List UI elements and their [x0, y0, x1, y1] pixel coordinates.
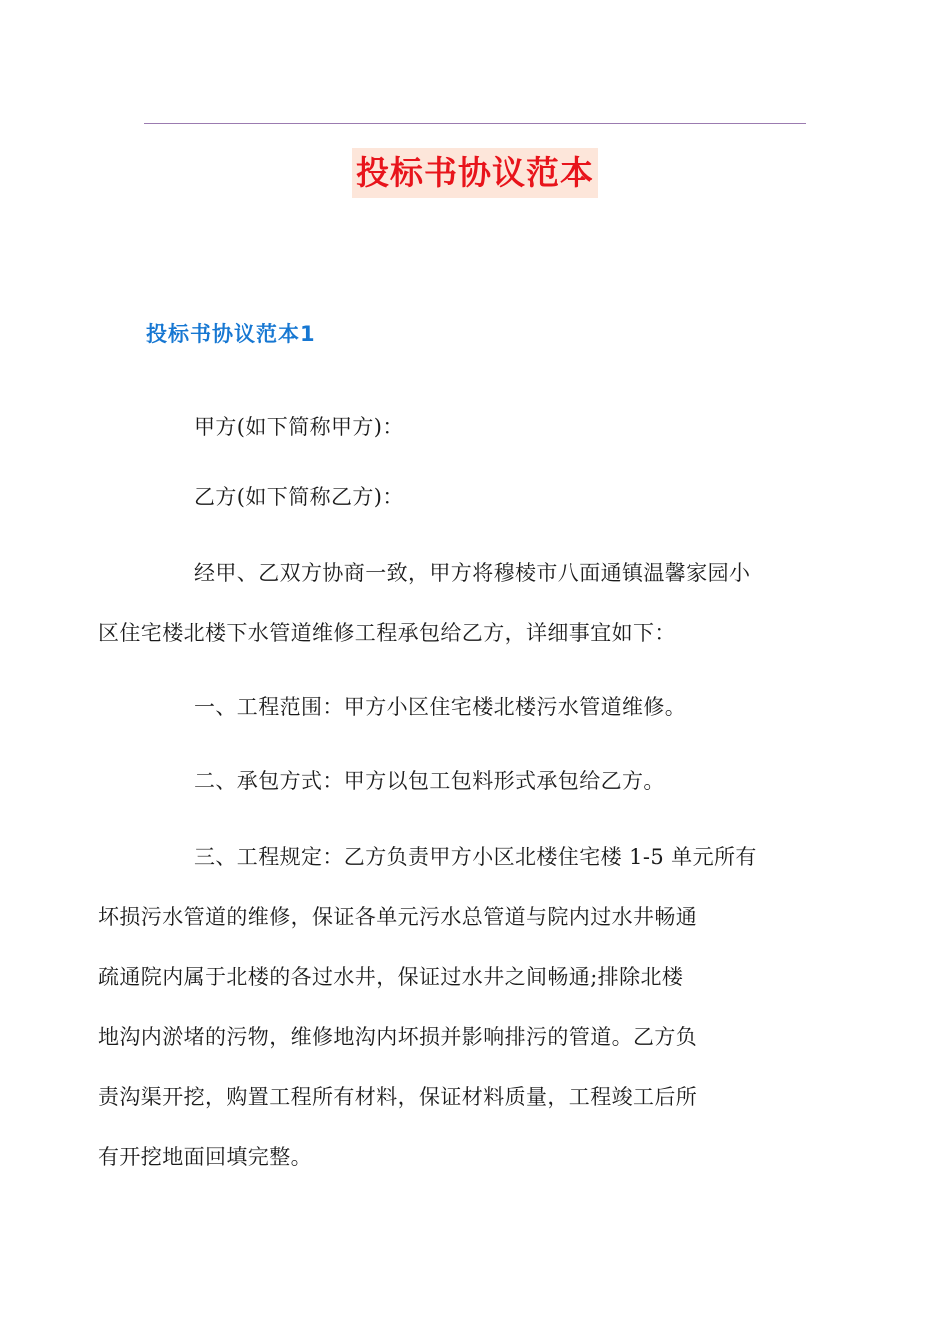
paragraph-rules-line: 疏通院内属于北楼的各过水井，保证过水井之间畅通;排除北楼 [98, 965, 684, 989]
header-rule [144, 123, 806, 124]
paragraph-party-b: 乙方(如下简称乙方)： [194, 485, 404, 509]
paragraph-intro-line: 经甲、乙双方协商一致，甲方将穆棱市八面通镇温馨家园小 [194, 561, 751, 585]
document-title [0, 148, 950, 198]
document-title-text: 投标书协议范本 [352, 148, 598, 198]
paragraph-contract-mode: 二、承包方式：甲方以包工包料形式承包给乙方。 [194, 769, 665, 793]
paragraph-rules-line: 有开挖地面回填完整。 [98, 1145, 312, 1169]
paragraph-rules-line: 三、工程规定：乙方负责甲方小区北楼住宅楼 1-5 单元所有 [194, 845, 757, 869]
section-heading: 投标书协议范本1 [146, 322, 316, 346]
paragraph-intro-line: 区住宅楼北楼下水管道维修工程承包给乙方，详细事宜如下： [98, 621, 676, 645]
paragraph-party-a: 甲方(如下简称甲方)： [194, 415, 404, 439]
paragraph-rules-line: 责沟渠开挖，购置工程所有材料，保证材料质量，工程竣工后所 [98, 1085, 698, 1109]
paragraph-intro [98, 550, 808, 656]
paragraph-rules [98, 834, 808, 1180]
paragraph-rules-line: 坏损污水管道的维修，保证各单元污水总管道与院内过水井畅通 [98, 905, 698, 929]
paragraph-rules-line: 地沟内淤堵的污物，维修地沟内坏损并影响排污的管道。乙方负 [98, 1025, 698, 1049]
paragraph-scope: 一、工程范围：甲方小区住宅楼北楼污水管道维修。 [194, 695, 687, 719]
